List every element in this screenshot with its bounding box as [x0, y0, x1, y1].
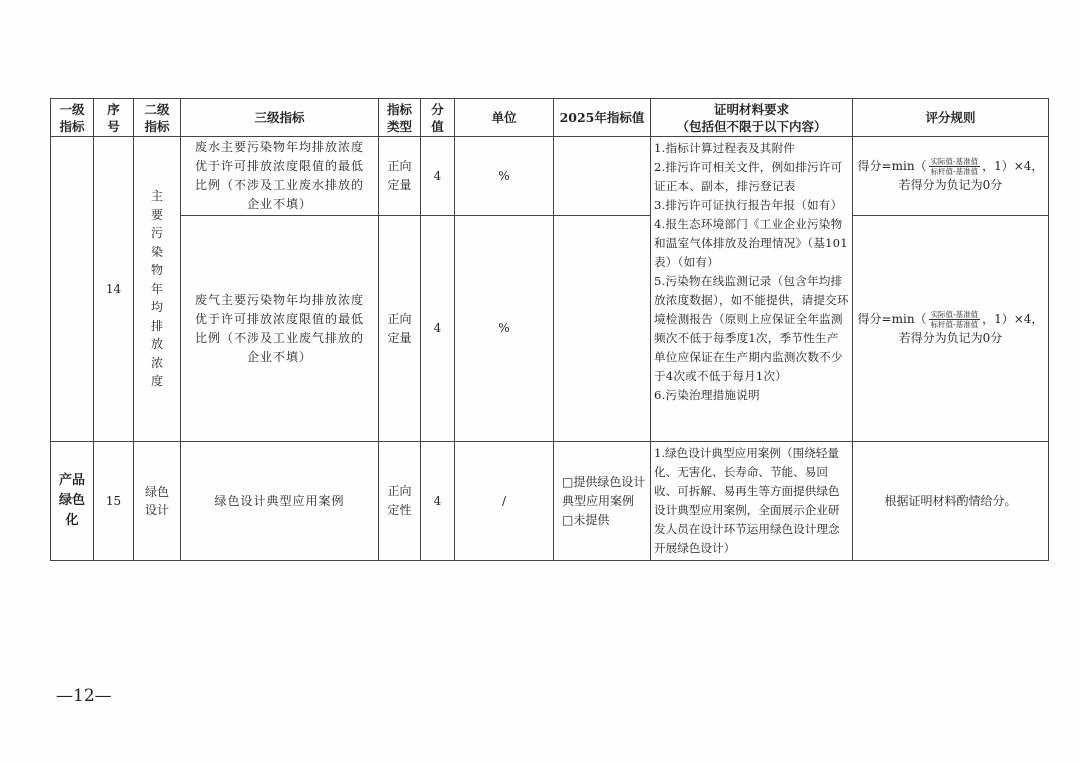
header-unit: 单位 — [455, 99, 554, 137]
material-item: 6.污染治理措施说明 — [654, 388, 760, 402]
rule-suffix: ，1）×4， — [982, 159, 1044, 173]
score-cell: 4 — [421, 216, 455, 442]
target-cell — [554, 216, 651, 442]
rule-cell: 根据证明材料酌情给分。 — [853, 442, 1049, 561]
rule-denominator: 标杆值-基准值 — [930, 319, 979, 329]
materials-cell — [651, 137, 853, 442]
header-seq: 序号 — [94, 99, 134, 137]
unit-cell: / — [455, 442, 554, 561]
table-row — [51, 137, 1049, 216]
indicator-table — [50, 98, 1049, 561]
type-cell: 正向定量 — [379, 216, 421, 442]
header-level1: 一级指标 — [51, 99, 94, 137]
rule-numerator: 实际值-基准值 — [930, 309, 979, 319]
header-type: 指标类型 — [379, 99, 421, 137]
material-item: 2.排污许可相关文件，例如排污许可证正本、副本，排污登记表 — [654, 160, 843, 193]
material-item: 1.指标计算过程表及其附件 — [654, 141, 796, 155]
level3-cell: 废水主要污染物年均排放浓度优于许可排放浓度限值的最低比例（不涉及工业废水排放的企业不填） — [181, 137, 379, 216]
level2-cell — [134, 137, 181, 442]
rule-fraction — [929, 310, 981, 329]
rule-numerator: 实际值-基准值 — [930, 157, 979, 166]
rule-prefix: 得分=min（ — [857, 311, 927, 326]
type-cell: 正向定性 — [379, 442, 421, 561]
header-level2: 二级指标 — [134, 99, 181, 137]
rule-denominator: 标杆值-基准值 — [930, 167, 979, 176]
rule-fraction — [929, 157, 981, 176]
rule-cell — [853, 216, 1049, 442]
rule-note: 若得分为负记为0分 — [898, 178, 1003, 192]
type-cell: 正向定量 — [379, 137, 421, 216]
seq-cell: 14 — [94, 137, 134, 442]
level1-cell — [51, 442, 94, 561]
header-level3: 三级指标 — [181, 99, 379, 137]
table-row — [51, 442, 1049, 561]
level2-text: 绿色设计 — [144, 484, 169, 517]
page-number: —12— — [56, 686, 112, 706]
header-score: 分值 — [421, 99, 455, 137]
header-target: 2025年指标值 — [554, 99, 651, 137]
table-row — [51, 216, 1049, 442]
rule-cell — [853, 137, 1049, 216]
header-materials-title: 证明材料要求 — [713, 101, 789, 117]
level2-cell — [134, 442, 181, 561]
target-cell — [554, 137, 651, 216]
target-option-not-provided: □未提供 — [562, 512, 610, 527]
header-materials-sub: （包括但不限于以下内容） — [676, 118, 827, 134]
level3-cell: 绿色设计典型应用案例 — [181, 442, 379, 561]
level3-cell: 废气主要污染物年均排放浓度优于许可排放浓度限值的最低比例（不涉及工业废气排放的企业不填） — [181, 216, 379, 442]
materials-cell: 1.绿色设计典型应用案例（围绕轻量化、无害化、长寿命、节能、易回收、可拆解、易再生等方面提供绿色设计典型应用案例，全面展示企业研发人员在设计环节运用绿色设计理念开展绿色设计） — [651, 442, 853, 561]
material-item: 3.排污许可证执行报告年报（如有） — [654, 198, 843, 212]
target-option-provided: □提供绿色设计典型应用案例 — [562, 474, 646, 508]
seq-cell: 15 — [94, 442, 134, 561]
rule-formula — [853, 157, 1048, 176]
target-cell — [554, 442, 651, 561]
unit-cell: % — [455, 137, 554, 216]
level2-text: 主要污染物年均排放浓度 — [150, 189, 163, 389]
header-row — [51, 99, 1049, 137]
header-rule: 评分规则 — [853, 99, 1049, 137]
material-item: 4.报生态环境部门《工业企业污染物和温室气体排放及治理情况》（基101表）（如有） — [654, 217, 848, 269]
rule-formula — [853, 310, 1048, 329]
rule-suffix: ，1）×4， — [982, 311, 1044, 326]
material-item: 5.污染物在线监测记录（包含年均排放浓度数据），如不能提供，请提交环境检测报告（原则上应保证全年监测频次不低于每季度1次，季节性生产单位应保证在生产期内监测次数不少于4次或不低于每月1次） — [654, 274, 849, 383]
rule-note: 若得分为负记为0分 — [898, 330, 1003, 345]
header-materials — [651, 99, 853, 137]
score-cell: 4 — [421, 442, 455, 561]
level1-text: 产品绿色化 — [58, 473, 85, 528]
rule-prefix: 得分=min（ — [857, 159, 927, 173]
score-cell: 4 — [421, 137, 455, 216]
unit-cell: % — [455, 216, 554, 442]
level1-cell-empty — [51, 137, 94, 442]
